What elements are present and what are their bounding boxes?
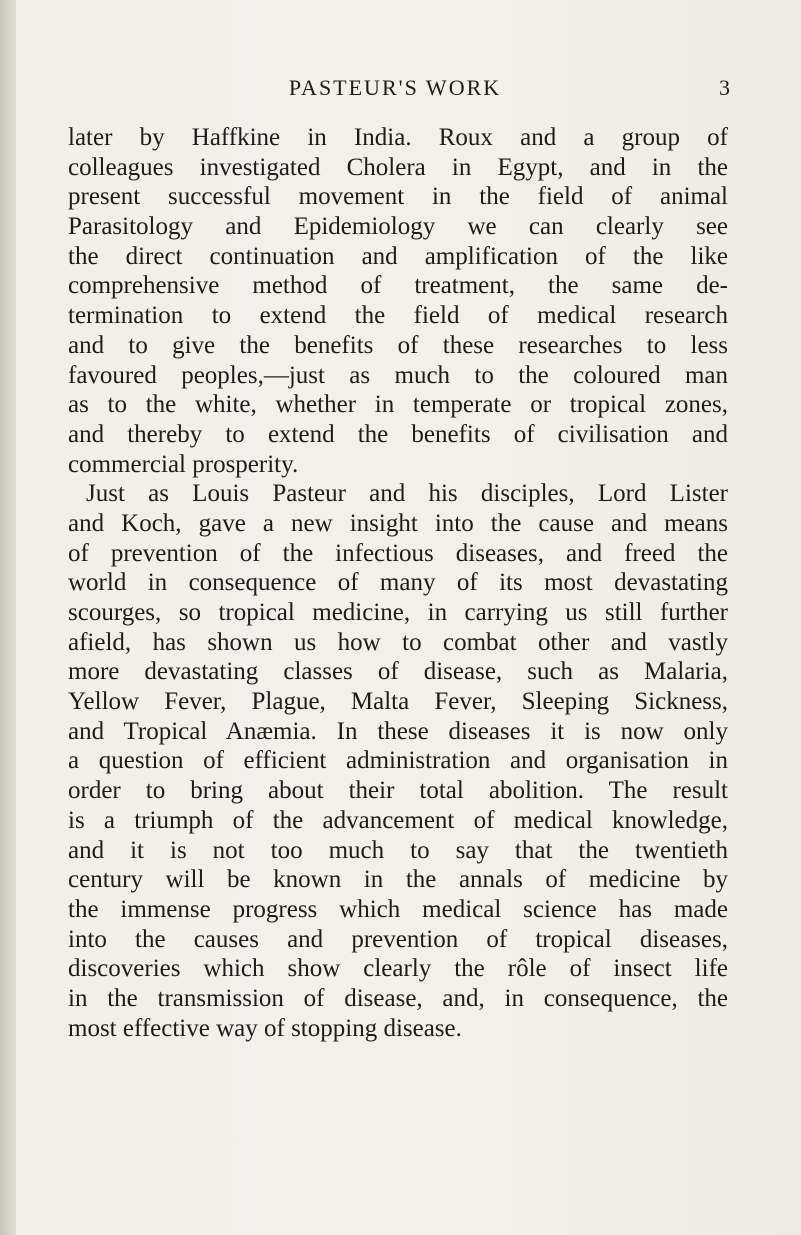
- text-line: into the causes and prevention of tropical diseases,: [68, 925, 728, 953]
- text-line: and Koch, gave a new insight into the cause and means: [68, 509, 728, 537]
- text-line: Just as Louis Pasteur and his disciples, Lord Lister: [86, 480, 728, 508]
- text-line: present successful movement in the field of animal: [68, 183, 728, 211]
- text-line: in the transmission of disease, and, in consequence, the: [68, 984, 728, 1012]
- text-line: and it is not too much to say that the twentieth: [68, 836, 728, 864]
- running-title: PASTEUR'S WORK: [288, 75, 502, 100]
- text-line: discoveries which show clearly the rôle of insect life: [68, 955, 728, 983]
- text-line: the immense progress which medical science has made: [68, 895, 728, 923]
- text-line: colleagues investigated Cholera in Egypt, and in the: [68, 153, 728, 181]
- text-line: commercial prosperity.: [68, 450, 299, 478]
- text-line: comprehensive method of treatment, the same de-: [68, 272, 728, 300]
- text-line: more devastating classes of disease, such as Malaria,: [68, 658, 728, 686]
- text-line: scourges, so tropical medicine, in carrying us still further: [68, 599, 728, 626]
- text-line: Parasitology and Epidemiology we can clearly see: [68, 213, 728, 241]
- text-line: is a triumph of the advancement of medical knowledge,: [68, 806, 728, 834]
- text-line: termination to extend the field of medical research: [68, 302, 728, 330]
- text-line: the direct continuation and amplification of the like: [68, 242, 728, 270]
- running-head: [60, 75, 730, 115]
- text-line: a question of efficient administration and organisation in: [68, 747, 728, 775]
- body-text: [68, 123, 728, 1043]
- text-line: Yellow Fever, Plague, Malta Fever, Sleeping Sickness,: [68, 688, 728, 716]
- text-line: century will be known in the annals of medicine by: [68, 866, 728, 894]
- text-line: favoured peoples,—just as much to the coloured man: [68, 361, 728, 389]
- page-number: 3: [719, 75, 730, 100]
- text-line: and to give the benefits of these researches to less: [68, 331, 728, 359]
- text-line: as to the white, whether in temperate or tropical zones,: [68, 391, 728, 419]
- text-line: afield, has shown us how to combat other and vastly: [68, 628, 728, 656]
- text-line: world in consequence of many of its most devastating: [68, 569, 728, 597]
- text-line: most effective way of stopping disease.: [68, 1014, 462, 1042]
- text-line: of prevention of the infectious diseases, and freed the: [68, 539, 728, 567]
- binding-gutter: [0, 0, 16, 1235]
- text-line: later by Haffkine in India. Roux and a group of: [68, 124, 728, 151]
- text-line: and thereby to extend the benefits of civilisation and: [68, 420, 728, 448]
- text-line: order to bring about their total abolition. The result: [68, 777, 728, 805]
- text-line: and Tropical Anæmia. In these diseases it is now only: [68, 717, 728, 745]
